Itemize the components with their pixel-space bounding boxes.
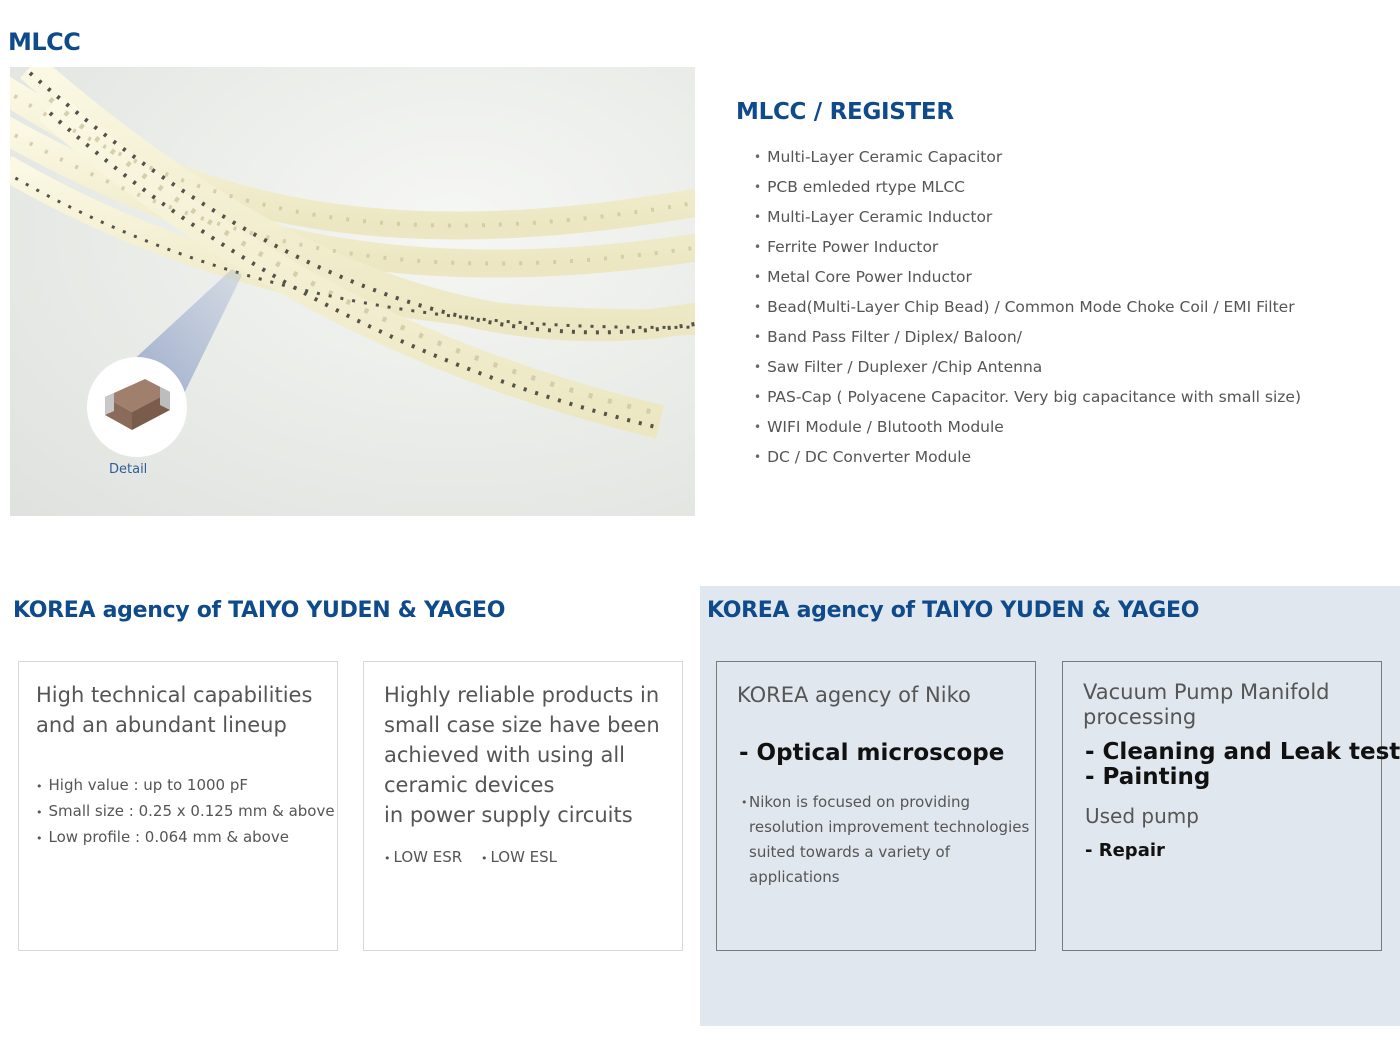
list-item: • Multi-Layer Ceramic Capacitor <box>754 144 1301 174</box>
list-item: • PAS-Cap ( Polyacene Capacitor. Very big capacitance with small size) <box>754 384 1301 414</box>
detail-link[interactable]: Detail <box>109 462 148 477</box>
section-title-left: KOREA agency of TAIYO YUDEN & YAGEO <box>13 598 506 623</box>
list-item: • DC / DC Converter Module <box>754 444 1301 474</box>
reliability-card <box>363 661 683 951</box>
list-item: • Low profile : 0.064 mm & above <box>36 825 335 851</box>
list-item: • Small size : 0.25 x 0.125 mm & above <box>36 799 335 825</box>
product-list <box>754 144 1301 474</box>
feature-tags <box>384 848 571 866</box>
list-item: • WIFI Module / Blutooth Module <box>754 414 1301 444</box>
hero-image <box>10 67 695 516</box>
list-item: • Saw Filter / Duplexer /Chip Antenna <box>754 354 1301 384</box>
list-item: • Ferrite Power Inductor <box>754 234 1301 264</box>
card-heading: KOREA agency of Niko <box>737 683 971 707</box>
niko-agency-card <box>716 661 1036 951</box>
card-bold-line: - Optical microscope <box>739 740 1005 766</box>
list-item: • Bead(Multi-Layer Chip Bead) / Common Mode Choke Coil / EMI Filter <box>754 294 1301 324</box>
tag-low-esl: • LOW ESL <box>481 848 557 866</box>
card-heading: High technical capabilities and an abundant lineup <box>36 683 313 737</box>
page-title: MLCC <box>8 28 81 56</box>
card-bold-line: - Cleaning and Leak test <box>1085 739 1400 765</box>
tag-low-esr: • LOW ESR <box>384 848 462 866</box>
list-item: • High value : up to 1000 pF <box>36 773 335 799</box>
card-bold-line: - Painting <box>1085 764 1211 790</box>
capabilities-card <box>18 661 338 951</box>
section-title-right: KOREA agency of TAIYO YUDEN & YAGEO <box>707 598 1200 623</box>
used-pump-label: Used pump <box>1085 804 1199 828</box>
repair-label: - Repair <box>1085 840 1165 861</box>
card-description: • Nikon is focused on providing resolution improvement technologies suited towards a variety of applications <box>741 790 1041 890</box>
card-heading: Vacuum Pump Manifold processing <box>1083 680 1330 729</box>
vacuum-pump-card <box>1062 661 1400 951</box>
product-list-title: MLCC / REGISTER <box>736 99 954 125</box>
list-item: • PCB emleded rtype MLCC <box>754 174 1301 204</box>
card-bullets <box>36 773 335 851</box>
list-item: • Metal Core Power Inductor <box>754 264 1301 294</box>
list-item: • Multi-Layer Ceramic Inductor <box>754 204 1301 234</box>
list-item: • Band Pass Filter / Diplex/ Baloon/ <box>754 324 1301 354</box>
card-heading: Highly reliable products in small case size have been achieved with using all ceramic devices in power supply circuits <box>384 683 660 827</box>
